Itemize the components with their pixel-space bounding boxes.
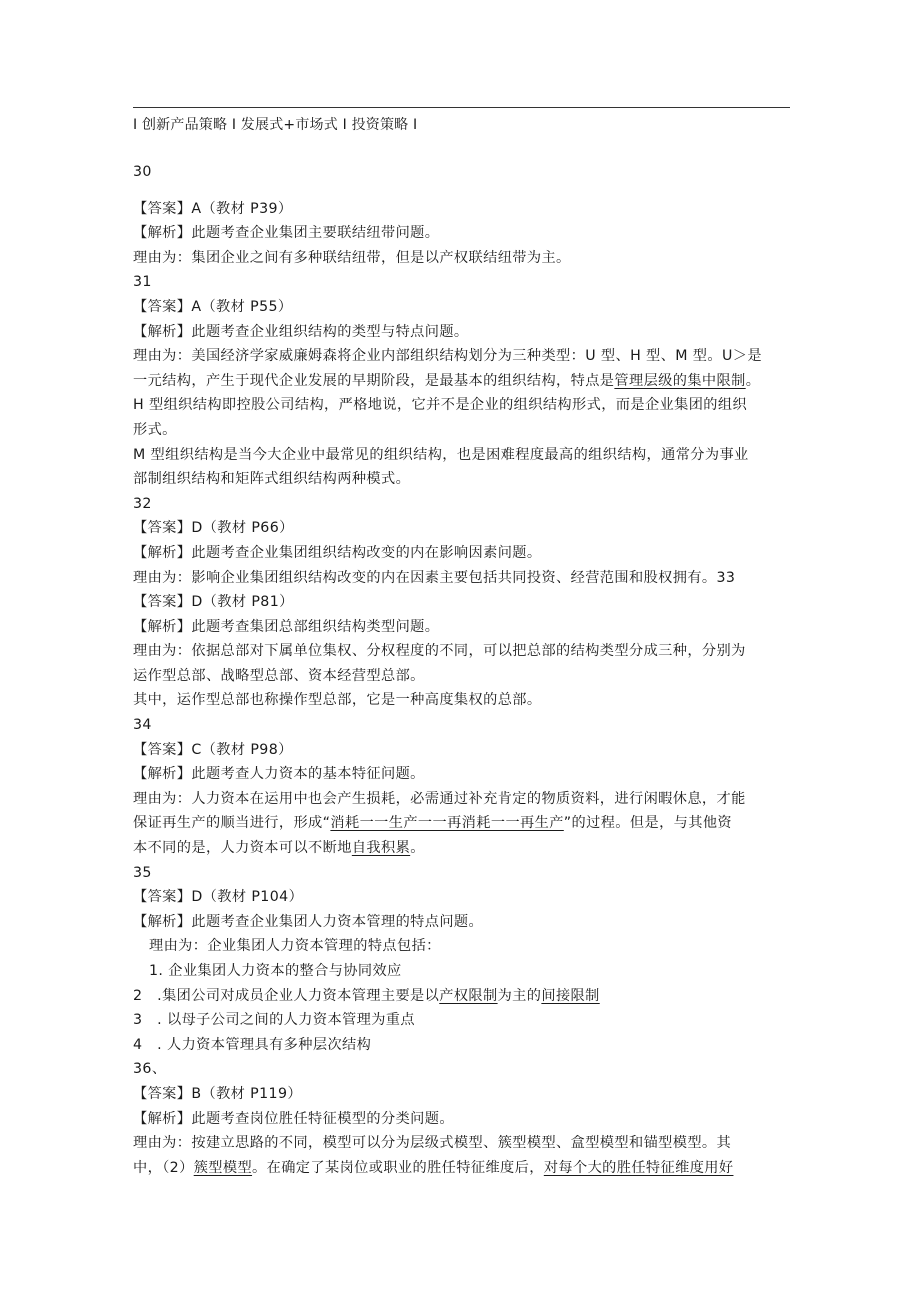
answer-line: 【答案】D（教材 P66）	[133, 520, 294, 537]
text-span: 为主的	[497, 987, 542, 1004]
analysis-line: 【解析】此题考查企业集团人力资本管理的特点问题。	[133, 913, 484, 930]
underlined-term: 消耗一一生产一一再消耗一一再生产	[330, 815, 564, 832]
underlined-term: 对每个大的胜任特征维度用好	[543, 1159, 734, 1176]
list-item: 3 . 以母子公司之间的人力资本管理为重点	[133, 1012, 415, 1029]
text-span: 。	[745, 372, 761, 389]
answer-line: 【答案】B（教材 P119）	[133, 1085, 302, 1102]
question-number: 32	[133, 495, 152, 512]
reason-line: 理由为：人力资本在运用中也会产生损耗，必需通过补充肯定的物质资料，进行闲暇休息，才能	[133, 790, 746, 807]
list-item: 4 . 人力资本管理具有多种层次结构	[133, 1036, 372, 1053]
question-number: 34	[133, 717, 152, 734]
question-number: 36、	[133, 1061, 167, 1078]
paragraph-line: 其中，运作型总部也称操作型总部，它是一种高度集权的总部。	[133, 692, 542, 709]
reason-line: 理由为：企业集团人力资本管理的特点包括：	[149, 938, 441, 955]
paragraph-line: 形式。	[133, 421, 177, 438]
paragraph-line	[133, 369, 790, 394]
answer-line: 【答案】A（教材 P39）	[133, 200, 293, 217]
text-span: 。在确定了某岗位或职业的胜任特征维度后，	[252, 1159, 544, 1176]
underlined-term: 管理层级的集中限制	[614, 372, 746, 389]
question-number: 31	[133, 274, 152, 291]
underlined-term: 间接限制	[541, 987, 600, 1004]
text-span: 2 .集团公司对成员企业人力资本管理主要是以	[133, 987, 440, 1004]
answer-line: 【答案】C（教材 P98）	[133, 741, 293, 758]
answer-line: 【答案】A（教材 P55）	[133, 298, 293, 315]
analysis-line: 【解析】此题考查企业组织结构的类型与特点问题。	[133, 323, 469, 340]
analysis-line: 【解析】此题考查企业集团组织结构改变的内在影响因素问题。	[133, 544, 542, 561]
paragraph-line: H 型组织结构即控股公司结构，严格地说，它并不是企业的组织结构形式，而是企业集团的组织	[133, 397, 748, 414]
text-span: ”的过程。但是，与其他资	[563, 815, 733, 832]
analysis-line: 【解析】此题考查集团总部组织结构类型问题。	[133, 618, 440, 635]
reason-line: 理由为：集团企业之间有多种联结纽带，但是以产权联结纽带为主。	[133, 249, 571, 266]
text-span: 本不同的是，人力资本可以不断地	[133, 840, 352, 857]
answer-content	[133, 160, 790, 1180]
analysis-line: 【解析】此题考查企业集团主要联结纽带问题。	[133, 225, 440, 242]
text-span: 。	[410, 840, 425, 857]
question-number: 30	[133, 164, 152, 180]
reason-line: 理由为：美国经济学家威廉姆森将企业内部组织结构划分为三种类型：U 型、H 型、M 型。U＞是	[133, 348, 762, 365]
list-item	[133, 984, 790, 1009]
list-item: 1. 企业集团人力资本的整合与协同效应	[149, 963, 402, 979]
text-span: 保证再生产的顺当进行，形成“	[133, 815, 331, 832]
answer-line: 【答案】D（教材 P81）	[133, 594, 294, 611]
paragraph-line: M 型组织结构是当今大企业中最常见的组织结构，也是困难程度最高的组织结构，通常分为事业	[133, 446, 749, 463]
paragraph-line: 部制组织结构和矩阵式组织结构两种模式。	[133, 471, 411, 488]
header-rule	[133, 107, 790, 108]
answer-line: 【答案】D（教材 P104）	[133, 889, 304, 906]
header-nav-text: I 创新产品策略 I 发展式+市场式 I 投资策略 I	[133, 117, 418, 133]
reason-line: 理由为：影响企业集团组织结构改变的内在因素主要包括共同投资、经营范围和股权拥有。33	[133, 569, 736, 586]
paragraph-line: 运作型总部、战略型总部、资本经营型总部。	[133, 667, 425, 684]
underlined-term: 簇型模型	[193, 1159, 253, 1176]
underlined-term: 产权限制	[439, 987, 498, 1004]
analysis-line: 【解析】此题考查岗位胜任特征模型的分类问题。	[133, 1110, 454, 1127]
paragraph-line	[133, 1156, 790, 1181]
underlined-term: 自我积累	[351, 840, 411, 857]
text-span: 一元结构，产生于现代企业发展的早期阶段，是最基本的组织结构，特点是	[133, 372, 615, 389]
question-number: 35	[133, 864, 152, 881]
reason-line: 理由为：按建立思路的不同，模型可以分为层级式模型、簇型模型、盒型模型和锚型模型。其	[133, 1135, 732, 1152]
paragraph-line	[133, 811, 790, 836]
paragraph-line	[133, 836, 790, 861]
reason-line: 理由为：依据总部对下属单位集权、分权程度的不同，可以把总部的结构类型分成三种，分别为	[133, 643, 746, 660]
analysis-line: 【解析】此题考查人力资本的基本特征问题。	[133, 766, 425, 783]
text-span: 中，（2）	[133, 1159, 194, 1176]
